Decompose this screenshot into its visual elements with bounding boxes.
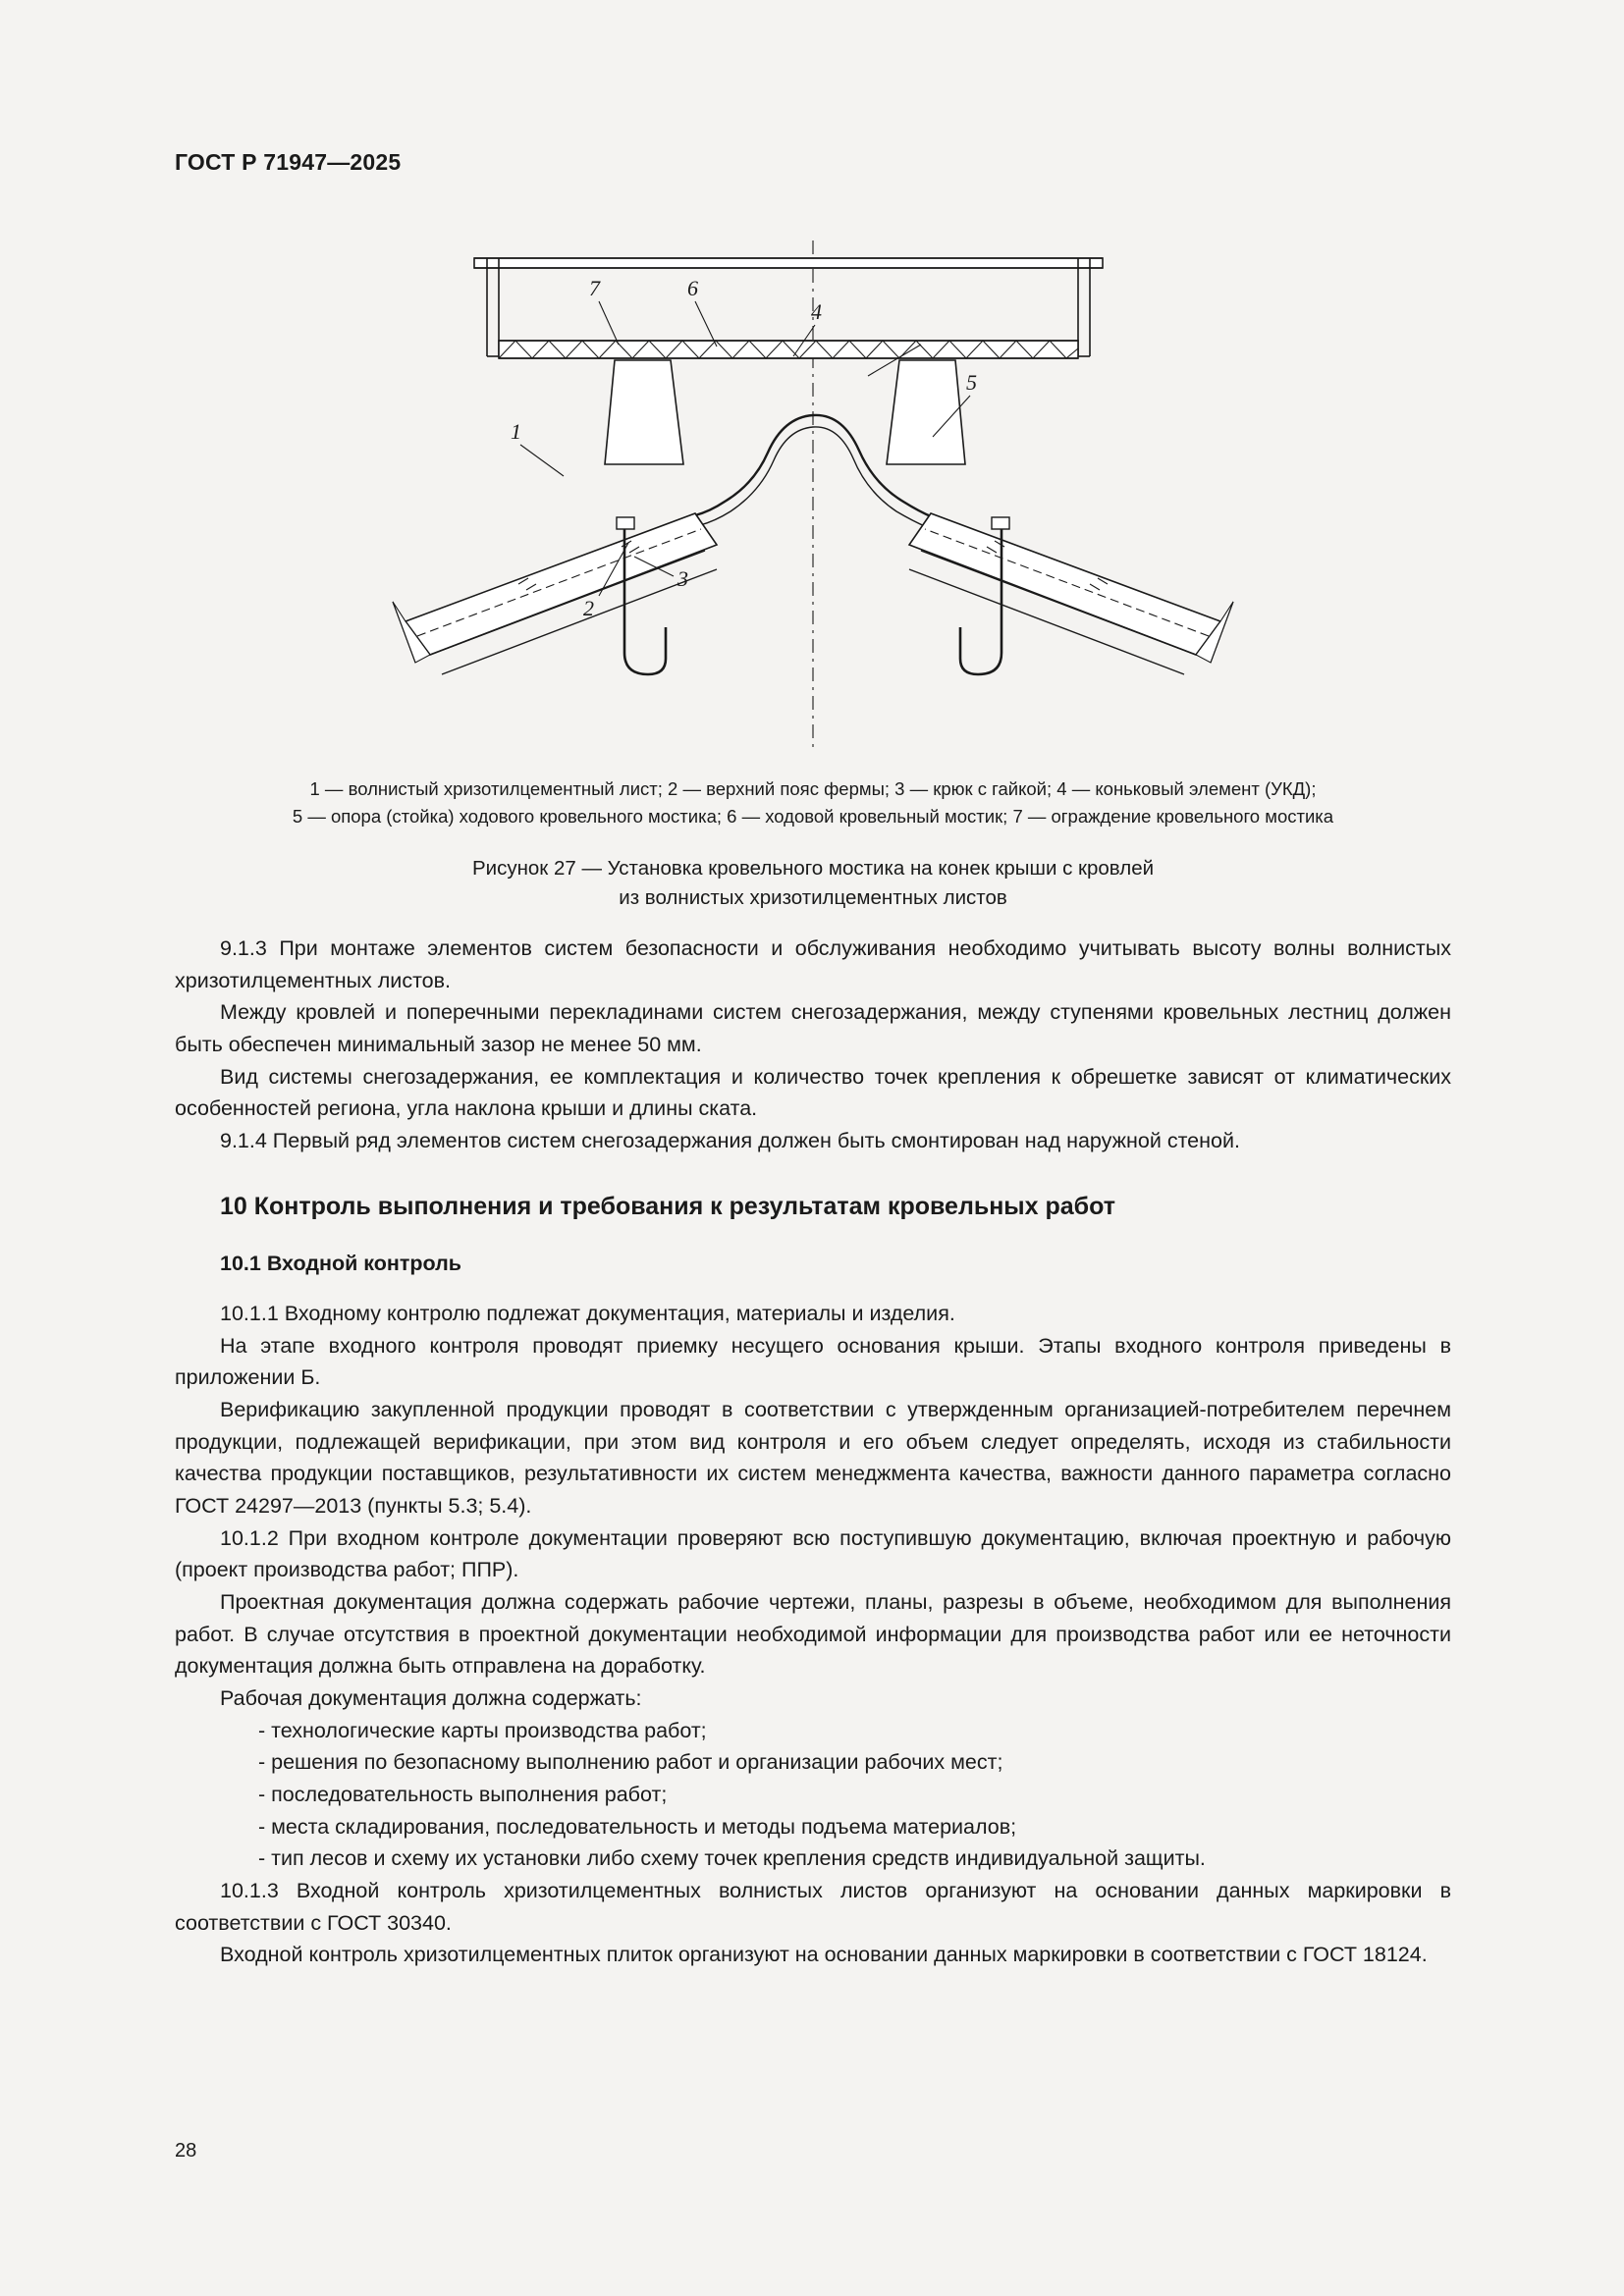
- subsection-heading-10-1: 10.1 Входной контроль: [220, 1252, 462, 1276]
- paragraph-10-1-1: 10.1.1 Входному контролю подлежат документация, материалы и изделия.: [220, 1301, 955, 1325]
- figure-callout-3: 3: [677, 566, 688, 591]
- list-item: - решения по безопасному выполнению работ и организации рабочих мест;: [258, 1750, 1003, 1775]
- paragraph-acceptance: На этапе входного контроля проводят приемку несущего основания крыши. Этапы входного контроля приведены в приложении Б.: [175, 1333, 1451, 1390]
- figure-legend: [175, 775, 1451, 830]
- paragraph-9-1-3: 9.1.3 При монтаже элементов систем безопасности и обслуживания необходимо учитывать высоту волны волнистых хризотилцементных листов.: [175, 936, 1451, 992]
- body-text: [175, 933, 1451, 1971]
- figure-legend-line-1: 1 — волнистый хризотилцементный лист; 2 — верхний пояс фермы; 3 — крюк с гайкой; 4 — коньковый элемент (УКД);: [309, 778, 1317, 799]
- figure-callout-7: 7: [589, 276, 600, 300]
- figure-callout-6: 6: [687, 276, 698, 300]
- paragraph-working-docs-intro: Рабочая документация должна содержать:: [220, 1685, 642, 1710]
- list-item: - места складирования, последовательность и методы подъема материалов;: [258, 1814, 1017, 1839]
- figure-callout-1: 1: [511, 419, 521, 444]
- paragraph-verification: Верификацию закупленной продукции проводят в соответствии с утвержденным организацией-потребителем перечнем продукции, подлежащей верификации, при этом вид контроля и его объем следует определять, исходя из стабильности качества продукции поставщиков, результативности их систем менеджмента качества, важности данного параметра согласно ГОСТ 24297—2013 (пункты 5.3; 5.4).: [175, 1397, 1451, 1518]
- paragraph-tiles-control: Входной контроль хризотилцементных плиток организуют на основании данных маркировки в соответствии с ГОСТ 18124.: [220, 1943, 1428, 1967]
- figure-caption-line-2: из волнистых хризотилцементных листов: [619, 885, 1007, 909]
- paragraph-9-1-4: 9.1.4 Первый ряд элементов систем снегозадержания должен быть смонтирован над наружной стеной.: [220, 1129, 1240, 1153]
- section-heading-10: 10 Контроль выполнения и требования к результатам кровельных работ: [220, 1192, 1116, 1220]
- figure-legend-line-2: 5 — опора (стойка) ходового кровельного мостика; 6 — ходовой кровельный мостик; 7 — ограждение кровельного мостика: [292, 805, 1334, 827]
- figure-callout-5: 5: [966, 370, 977, 395]
- figure-27-drawing: [371, 231, 1255, 766]
- figure-caption: [175, 854, 1451, 912]
- standard-header: ГОСТ Р 71947—2025: [175, 149, 402, 175]
- list-item: - последовательность выполнения работ;: [258, 1782, 668, 1806]
- paragraph-10-1-3: 10.1.3 Входной контроль хризотилцементных волнистых листов организуют на основании данных маркировки в соответствии с ГОСТ 30340.: [175, 1878, 1451, 1935]
- figure-caption-line-1: Рисунок 27 — Установка кровельного мостика на конек крыши с кровлей: [471, 857, 1155, 880]
- paragraph-10-1-2: 10.1.2 При входном контроле документации проверяют всю поступившую документацию, включая проектную и рабочую (проект производства работ; ППР).: [175, 1525, 1451, 1582]
- paragraph-clearance: Между кровлей и поперечными перекладинами систем снегозадержания, между ступенями кровельных лестниц должен быть обеспечен минимальный зазор не менее 50 мм.: [175, 1000, 1451, 1057]
- list-item: - тип лесов и схему их установки либо схему точек крепления средств индивидуальной защиты.: [258, 1846, 1206, 1871]
- paragraph-snow-system: Вид системы снегозадержания, ее комплектация и количество точек крепления к обрешетке зависят от климатических особенностей региона, угла наклона крыши и длины ската.: [175, 1064, 1451, 1121]
- paragraph-project-docs: Проектная документация должна содержать рабочие чертежи, планы, разрезы в объеме, необходимом для выполнения работ. В случае отсутствия в проектной документации необходимой информации для производства работ или ее неточности документация должна быть отправлена на доработку.: [175, 1589, 1451, 1679]
- figure-callout-2: 2: [583, 596, 594, 620]
- page-number: 28: [175, 2140, 197, 2162]
- list-item: - технологические карты производства работ;: [258, 1718, 707, 1742]
- figure-27: [175, 231, 1451, 766]
- figure-callout-4: 4: [811, 299, 822, 324]
